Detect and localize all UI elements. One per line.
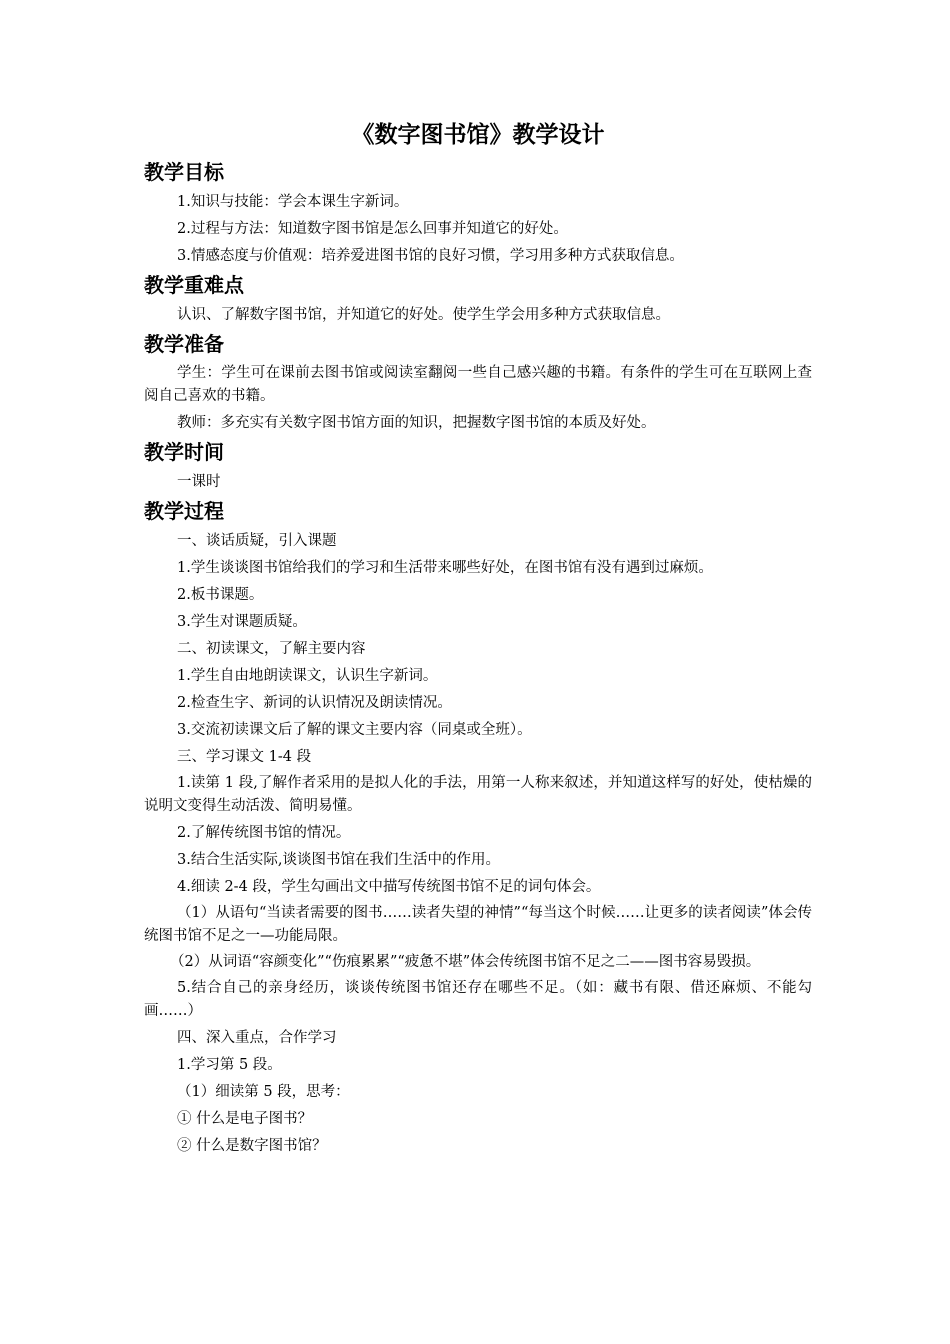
process-item: 4.细读 2-4 段，学生勾画出文中描写传统图书馆不足的词句体会。 bbox=[177, 879, 601, 895]
process-item: 2.了解传统图书馆的情况。 bbox=[177, 825, 351, 841]
process-step-heading: 二、初读课文，了解主要内容 bbox=[177, 641, 366, 657]
section-heading-key-points: 教学重难点 bbox=[144, 273, 244, 297]
process-item: 3.学生对课题质疑。 bbox=[177, 614, 307, 630]
goal-item: 2.过程与方法：知道数字图书馆是怎么回事并知道它的好处。 bbox=[177, 221, 568, 237]
preparation-item: 教师：多充实有关数字图书馆方面的知识，把握数字图书馆的本质及好处。 bbox=[177, 415, 656, 431]
process-item: 1.读第 1 段,了解作者采用的是拟人化的手法，用第一人称来叙述，并知道这样写的好处，使枯燥的说明文变得生动活泼、简明易懂。 bbox=[144, 775, 812, 814]
process-step-heading: 四、深入重点，合作学习 bbox=[177, 1030, 337, 1046]
section-heading-time: 教学时间 bbox=[144, 440, 224, 464]
time-item: 一课时 bbox=[177, 474, 221, 490]
process-sub-item: （1）细读第 5 段，思考： bbox=[177, 1084, 350, 1100]
key-point-item: 认识、了解数字图书馆，并知道它的好处。使学生学会用多种方式获取信息。 bbox=[177, 307, 670, 323]
document-title: 《数字图书馆》教学设计 bbox=[351, 122, 605, 148]
goal-item: 3.情感态度与价值观：培养爱进图书馆的良好习惯，学习用多种方式获取信息。 bbox=[177, 248, 684, 264]
process-sub-item: （2）从词语“容颜变化”“伤痕累累”“疲惫不堪”体会传统图书馆不足之二——图书容易毁损。 bbox=[170, 954, 761, 970]
process-sub-item: （1）从语句“当读者需要的图书……读者失望的神情”“每当这个时候……让更多的读者阅读”体会传统图书馆不足之一—功能局限。 bbox=[144, 905, 812, 944]
preparation-item: 学生：学生可在课前去图书馆或阅读室翻阅一些自己感兴趣的书籍。有条件的学生可在互联网上查阅自己喜欢的书籍。 bbox=[144, 365, 812, 404]
document-page bbox=[144, 118, 812, 1161]
process-item: 5.结合自己的亲身经历，谈谈传统图书馆还存在哪些不足。（如：藏书有限、借还麻烦、不能勾画……） bbox=[144, 980, 812, 1019]
process-item: 2.板书课题。 bbox=[177, 587, 264, 603]
process-item: 1.学习第 5 段。 bbox=[177, 1057, 282, 1073]
process-question: ① 什么是电子图书？ bbox=[177, 1111, 313, 1127]
process-item: 2.检查生字、新词的认识情况及朗读情况。 bbox=[177, 695, 452, 711]
section-heading-preparation: 教学准备 bbox=[144, 332, 224, 356]
section-heading-process: 教学过程 bbox=[144, 499, 224, 523]
goal-item: 1.知识与技能：学会本课生字新词。 bbox=[177, 194, 409, 210]
process-step-heading: 三、学习课文 1-4 段 bbox=[177, 749, 312, 765]
process-item: 3.结合生活实际,谈谈图书馆在我们生活中的作用。 bbox=[177, 852, 500, 868]
section-heading-goals: 教学目标 bbox=[144, 160, 224, 184]
process-item: 3.交流初读课文后了解的课文主要内容（同桌或全班）。 bbox=[177, 722, 532, 738]
process-step-heading: 一、谈话质疑，引入课题 bbox=[177, 533, 337, 549]
process-item: 1.学生谈谈图书馆给我们的学习和生活带来哪些好处，在图书馆有没有遇到过麻烦。 bbox=[177, 560, 713, 576]
process-question: ② 什么是数字图书馆？ bbox=[177, 1138, 327, 1154]
process-item: 1.学生自由地朗读课文，认识生字新词。 bbox=[177, 668, 438, 684]
